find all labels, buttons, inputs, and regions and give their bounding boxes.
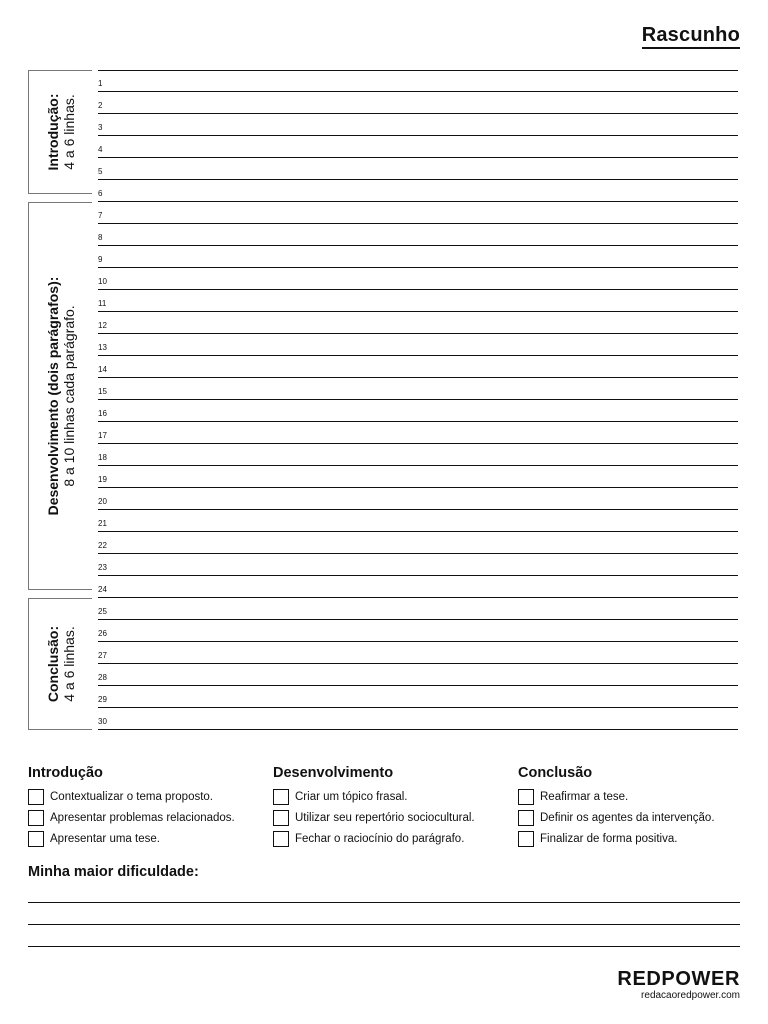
brand-website: redacaoredpower.com xyxy=(641,990,740,1001)
writing-line[interactable] xyxy=(98,686,738,708)
checklist-item-label: Fechar o raciocínio do parágrafo. xyxy=(295,832,465,845)
section-subtitle: 4 a 6 linhas. xyxy=(60,626,77,702)
writing-line[interactable] xyxy=(98,334,738,356)
line-number: 19 xyxy=(98,475,107,484)
section-label xyxy=(45,626,77,702)
line-number: 21 xyxy=(98,519,107,528)
difficulty-lines xyxy=(28,902,740,968)
writing-line[interactable] xyxy=(98,708,738,730)
section-title: Introdução: xyxy=(44,93,61,171)
difficulty-line[interactable] xyxy=(28,946,740,968)
checklist-heading: Desenvolvimento xyxy=(273,765,394,781)
writing-line[interactable] xyxy=(98,642,738,664)
section-desenvolvimento xyxy=(28,202,92,590)
line-number: 5 xyxy=(98,167,103,176)
line-number: 17 xyxy=(98,431,107,440)
line-number: 12 xyxy=(98,321,107,330)
section-subtitle: 8 a 10 linhas cada parágrafo. xyxy=(60,305,77,487)
checklist-item[interactable] xyxy=(518,828,758,849)
checklist-item-label: Utilizar seu repertório sociocultural. xyxy=(295,811,475,824)
line-number: 20 xyxy=(98,497,107,506)
checklist-column-desenvolvimento xyxy=(273,764,513,849)
line-number: 29 xyxy=(98,695,107,704)
checkbox[interactable] xyxy=(518,831,534,847)
writing-line[interactable] xyxy=(98,554,738,576)
writing-line[interactable] xyxy=(98,488,738,510)
writing-line[interactable] xyxy=(98,510,738,532)
writing-line[interactable] xyxy=(98,422,738,444)
checklist-heading: Conclusão xyxy=(518,765,593,781)
writing-line[interactable] xyxy=(98,158,738,180)
checklist-item-label: Reafirmar a tese. xyxy=(540,790,629,803)
line-number: 6 xyxy=(98,189,103,198)
checklist-item-label: Definir os agentes da intervenção. xyxy=(540,811,715,824)
writing-line[interactable] xyxy=(98,290,738,312)
line-number: 1 xyxy=(98,79,103,88)
checkbox[interactable] xyxy=(28,789,44,805)
checklist-item[interactable] xyxy=(518,807,758,828)
writing-line[interactable] xyxy=(98,576,738,598)
line-number: 22 xyxy=(98,541,107,550)
section-conclusao xyxy=(28,598,92,730)
line-number: 18 xyxy=(98,453,107,462)
section-introducao xyxy=(28,70,92,194)
checklist-column-introducao xyxy=(28,764,268,849)
checkbox[interactable] xyxy=(273,831,289,847)
line-number: 26 xyxy=(98,629,107,638)
checklist-item-label: Apresentar uma tese. xyxy=(50,832,160,845)
checkbox[interactable] xyxy=(518,810,534,826)
checkbox[interactable] xyxy=(28,831,44,847)
checkbox[interactable] xyxy=(518,789,534,805)
writing-line[interactable] xyxy=(98,268,738,290)
line-number: 16 xyxy=(98,409,107,418)
checklist-item[interactable] xyxy=(28,786,268,807)
writing-line[interactable] xyxy=(98,532,738,554)
writing-line[interactable] xyxy=(98,356,738,378)
checklist-item-label: Finalizar de forma positiva. xyxy=(540,832,678,845)
brand-logo: REDPOWER xyxy=(617,968,740,990)
checklist-item[interactable] xyxy=(273,828,513,849)
checklist-item[interactable] xyxy=(273,786,513,807)
line-number: 8 xyxy=(98,233,103,242)
checklist-item-label: Criar um tópico frasal. xyxy=(295,790,408,803)
checklist xyxy=(28,764,740,854)
writing-line[interactable] xyxy=(98,400,738,422)
difficulty-label: Minha maior dificuldade: xyxy=(28,864,199,880)
writing-line[interactable] xyxy=(98,378,738,400)
section-title: Desenvolvimento (dois parágrafos): xyxy=(44,276,61,516)
writing-line[interactable] xyxy=(98,70,738,92)
section-subtitle: 4 a 6 linhas. xyxy=(60,94,77,170)
checkbox[interactable] xyxy=(28,810,44,826)
checkbox[interactable] xyxy=(273,789,289,805)
writing-lines xyxy=(98,70,738,730)
writing-line[interactable] xyxy=(98,202,738,224)
line-number: 15 xyxy=(98,387,107,396)
checklist-item[interactable] xyxy=(518,786,758,807)
line-number: 23 xyxy=(98,563,107,572)
writing-line[interactable] xyxy=(98,312,738,334)
checklist-item-label: Contextualizar o tema proposto. xyxy=(50,790,214,803)
writing-line[interactable] xyxy=(98,246,738,268)
line-number: 30 xyxy=(98,717,107,726)
difficulty-line[interactable] xyxy=(28,924,740,946)
line-number: 28 xyxy=(98,673,107,682)
section-label xyxy=(45,277,77,516)
writing-line[interactable] xyxy=(98,664,738,686)
line-number: 4 xyxy=(98,145,103,154)
section-label xyxy=(45,94,77,171)
writing-line[interactable] xyxy=(98,92,738,114)
checklist-item[interactable] xyxy=(273,807,513,828)
writing-line[interactable] xyxy=(98,136,738,158)
writing-line[interactable] xyxy=(98,620,738,642)
line-number: 13 xyxy=(98,343,107,352)
line-number: 10 xyxy=(98,277,107,286)
page-title: Rascunho xyxy=(642,24,740,49)
line-number: 27 xyxy=(98,651,107,660)
checklist-item-label: Apresentar problemas relacionados. xyxy=(50,811,235,824)
writing-line[interactable] xyxy=(98,598,738,620)
brand xyxy=(617,968,740,1002)
difficulty-line[interactable] xyxy=(28,902,740,924)
writing-line[interactable] xyxy=(98,114,738,136)
writing-line[interactable] xyxy=(98,224,738,246)
section-title: Conclusão: xyxy=(44,625,61,703)
line-number: 24 xyxy=(98,585,107,594)
checklist-item[interactable] xyxy=(28,807,268,828)
line-number: 25 xyxy=(98,607,107,616)
line-number: 7 xyxy=(98,211,103,220)
checklist-column-conclusao xyxy=(518,764,758,849)
writing-line[interactable] xyxy=(98,180,738,202)
line-number: 9 xyxy=(98,255,103,264)
checklist-item[interactable] xyxy=(28,828,268,849)
checklist-heading: Introdução xyxy=(28,765,103,781)
line-number: 3 xyxy=(98,123,103,132)
line-number: 14 xyxy=(98,365,107,374)
writing-line[interactable] xyxy=(98,466,738,488)
line-number: 11 xyxy=(98,299,107,308)
writing-line[interactable] xyxy=(98,444,738,466)
checkbox[interactable] xyxy=(273,810,289,826)
line-number: 2 xyxy=(98,101,103,110)
